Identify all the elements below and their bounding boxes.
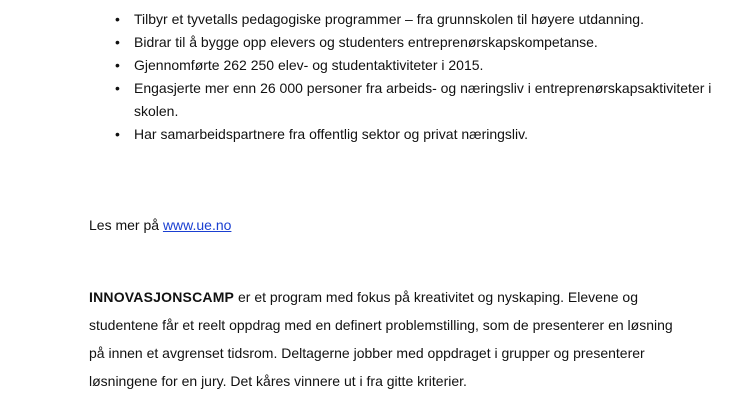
bullet-list [114,8,714,146]
list-item: • Har samarbeidspartnere fra offentlig sektor og privat næringsliv. [114,123,714,146]
list-item: • Gjennomførte 262 250 elev- og studentaktiviteter i 2015. [114,54,714,77]
read-more-prefix: Les mer på [89,217,163,233]
list-item: • Tilbyr et tyvetalls pedagogiske programmer – fra grunnskolen til høyere utdanning. [114,8,714,31]
innovasjonscamp-heading: INNOVASJONSCAMP [89,289,235,305]
read-more-line [89,214,231,236]
innovasjonscamp-paragraph [89,283,689,395]
ue-link[interactable]: www.ue.no [162,217,232,233]
innovasjonscamp-text: er et program med fokus på kreativitet og nyskaping. Elevene og studentene får et reelt oppdrag med en definert problemstilling, som de presenterer en løsning på innen et avgrenset tidsrom. Deltagerne jobber med oppdraget i grupper og presenterer løsningene for en jury. Det kåres vinnere ut i fra gitte kriterier. [89,289,673,389]
list-item: • Engasjerte mer enn 26 000 personer fra arbeids- og næringsliv i entreprenørskapsaktiviteter i skolen. [114,77,714,123]
list-item: • Bidrar til å bygge opp elevers og studenters entreprenørskapskompetanse. [114,31,714,54]
